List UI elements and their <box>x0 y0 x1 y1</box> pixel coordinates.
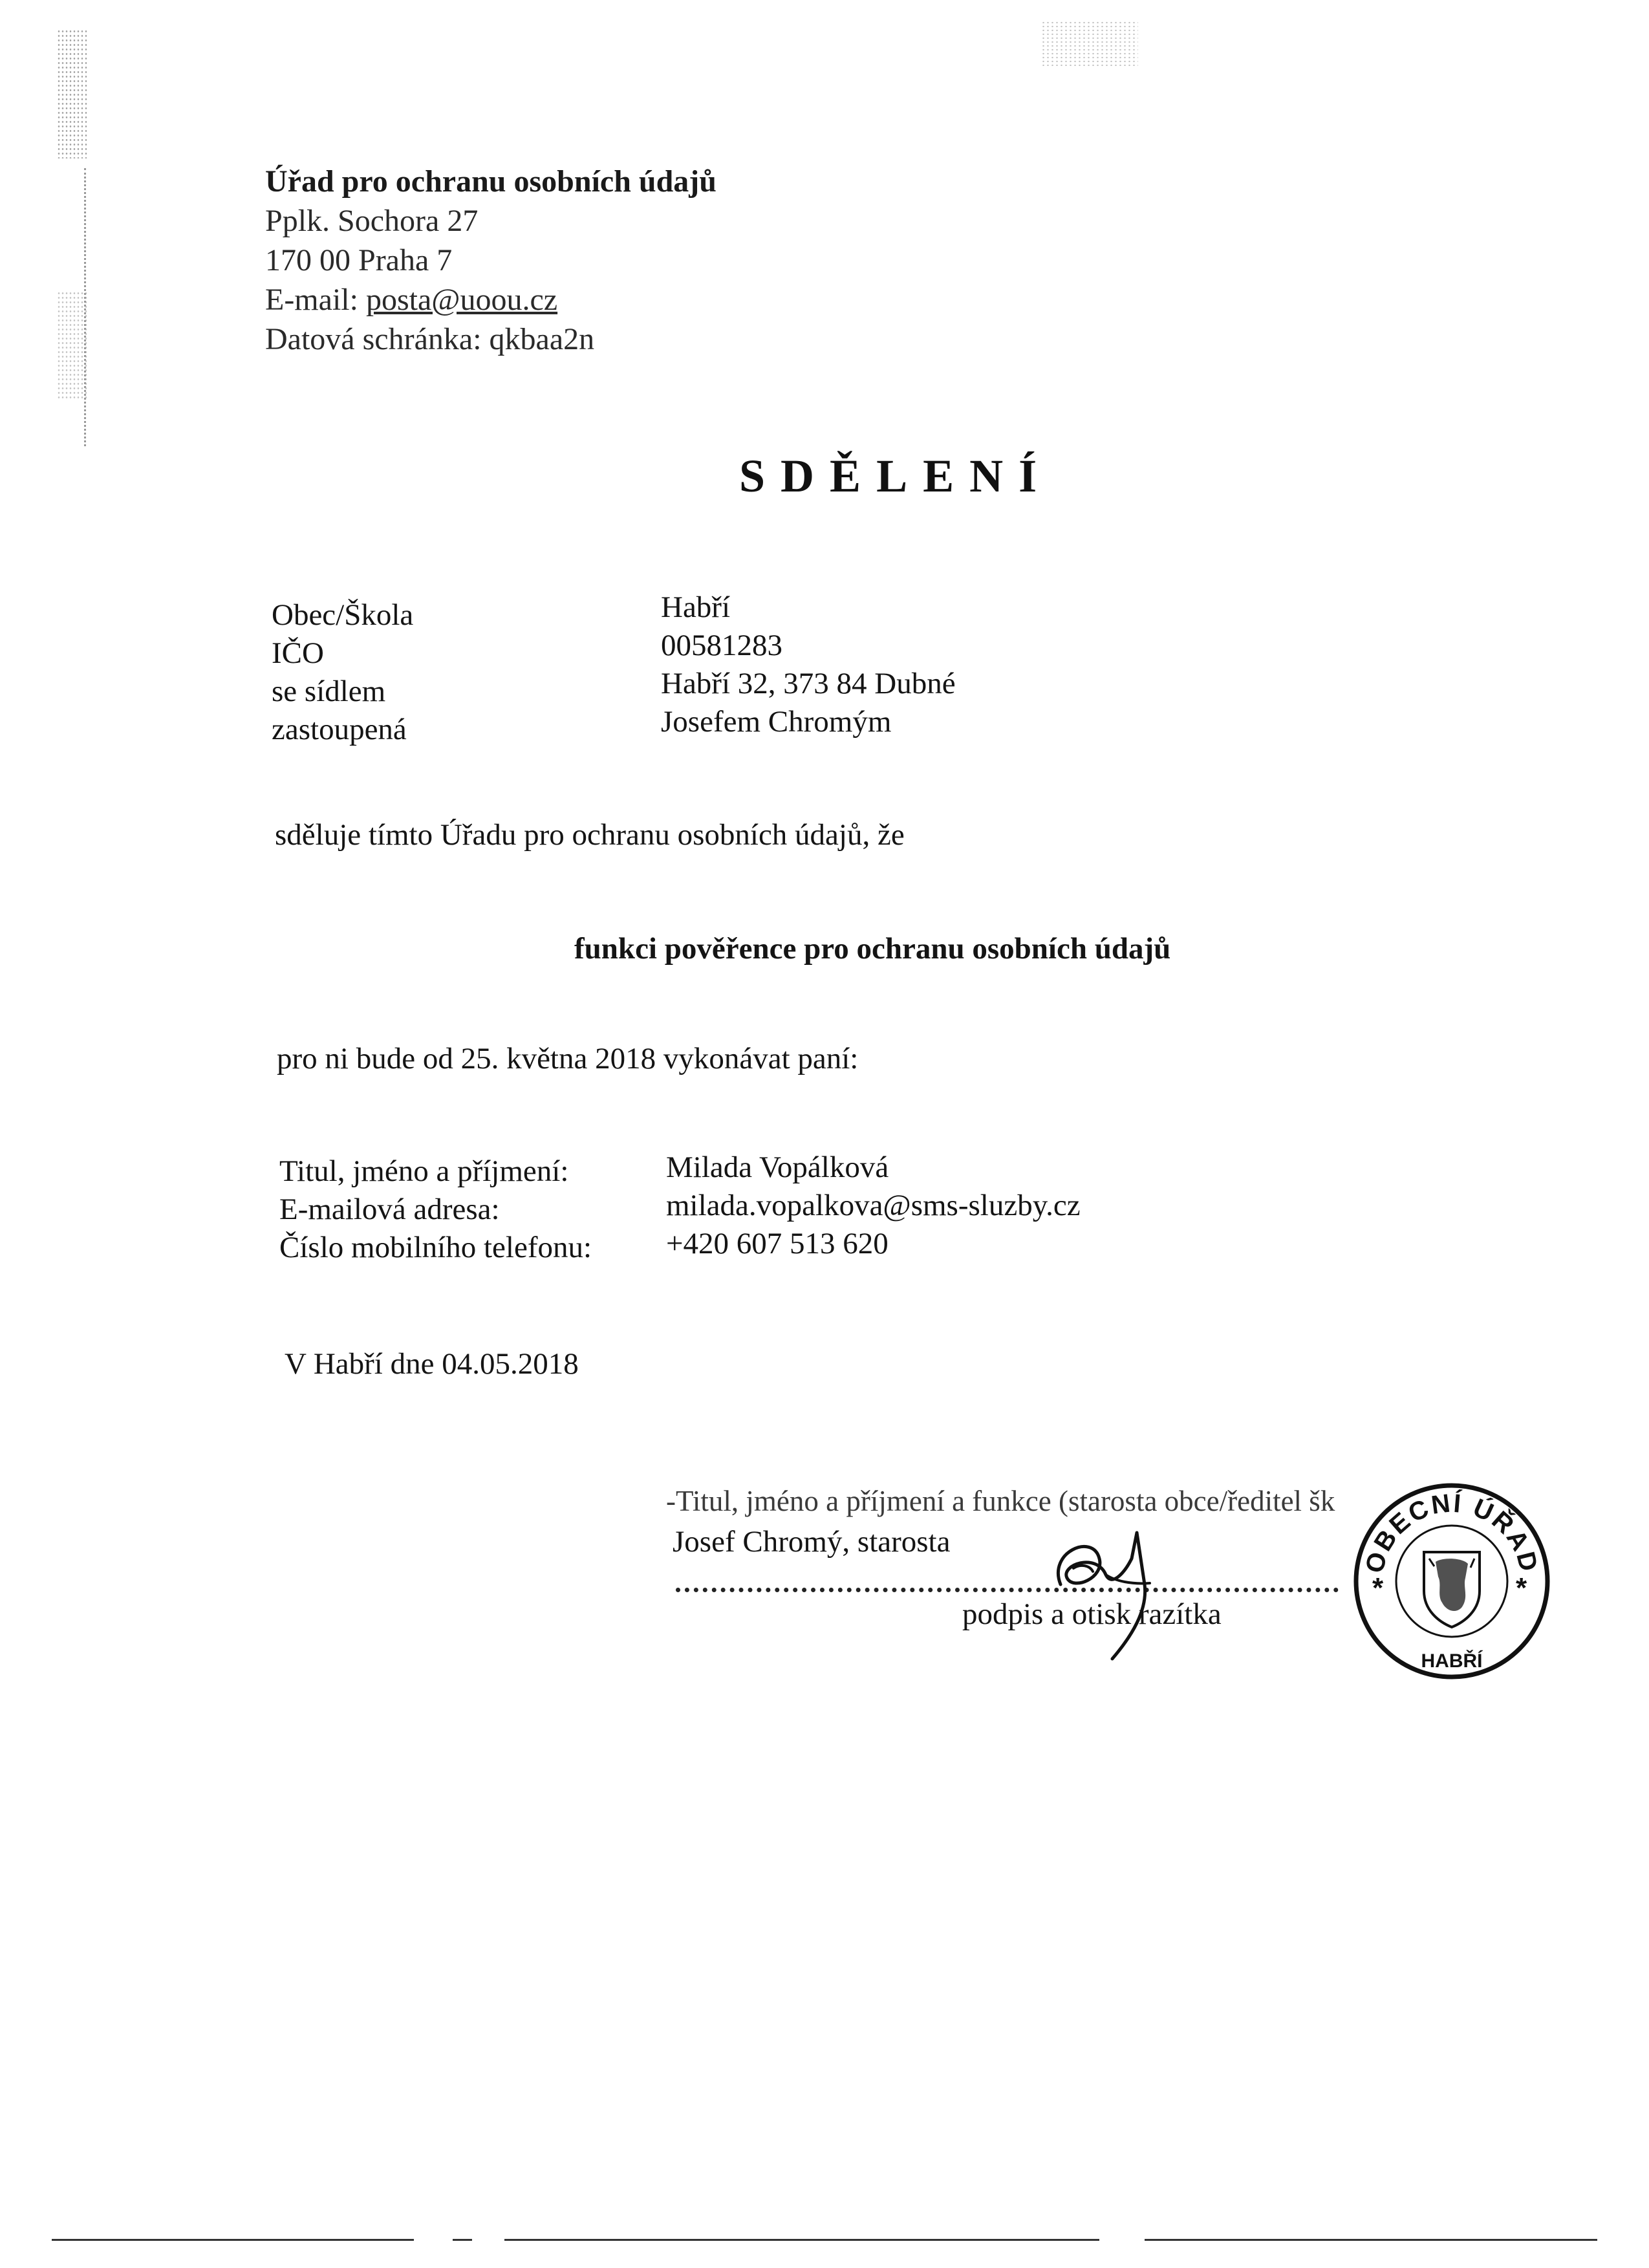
stamp-star-icon: * <box>1372 1572 1384 1604</box>
scan-edge-line <box>504 2239 1099 2241</box>
scan-edge-line <box>1145 2239 1597 2241</box>
place-date: V Habří dne 04.05.2018 <box>285 1347 579 1381</box>
dpo-name: Milada Vopálková <box>666 1150 889 1184</box>
recipient-street: Pplk. Sochora 27 <box>265 204 479 238</box>
scan-noise <box>57 291 88 401</box>
signature-role-label: -Titul, jméno a příjmení a funkce (starosta obce/ředitel šk <box>666 1485 1335 1517</box>
scan-edge-line <box>453 2239 472 2241</box>
dpo-values <box>666 1149 1081 1263</box>
entity-label: Obec/Škola <box>272 598 414 632</box>
stamp-top-text: OBECNÍ ÚŘAD <box>1360 1489 1544 1576</box>
entity-label: se sídlem <box>272 675 386 708</box>
entity-values <box>661 589 956 741</box>
recipient-email-label: E-mail: <box>265 283 358 317</box>
recipient-address <box>265 162 717 359</box>
statement-line: sděluje tímto Úřadu pro ochranu osobních údajů, že <box>275 818 905 852</box>
scan-noise <box>57 29 88 158</box>
scan-noise <box>1041 21 1138 66</box>
recipient-databox: Datová schránka: qkbaa2n <box>265 322 595 356</box>
entity-value: Habří <box>661 590 731 624</box>
official-stamp <box>1352 1481 1552 1681</box>
recipient-email-link[interactable]: posta@uoou.cz <box>365 283 558 317</box>
entity-label: IČO <box>272 636 324 670</box>
recipient-name: Úřad pro ochranu osobních údajů <box>265 164 717 199</box>
dpo-labels <box>279 1152 592 1267</box>
signer-name: Josef Chromý, starosta <box>673 1525 951 1559</box>
scan-edge-marks <box>84 168 89 446</box>
dpo-label: Číslo mobilního telefonu: <box>279 1231 592 1264</box>
document-title: SDĚLENÍ <box>739 450 1053 502</box>
handwritten-signature <box>1035 1513 1183 1662</box>
entity-value: Habří 32, 373 84 Dubné <box>661 667 956 700</box>
performer-line: pro ni bude od 25. května 2018 vykonávat paní: <box>277 1042 859 1075</box>
dpo-phone: +420 607 513 620 <box>666 1227 889 1260</box>
signature-caption: podpis a otisk razítka <box>962 1597 1222 1631</box>
dpo-email[interactable]: milada.vopalkova@sms-sluzby.cz <box>666 1189 1081 1222</box>
function-line: funkci pověřence pro ochranu osobních údajů <box>574 932 1171 966</box>
recipient-email-row <box>265 280 717 319</box>
entity-labels <box>272 596 413 749</box>
coat-of-arms-icon <box>1424 1552 1480 1627</box>
dpo-label: E-mailová adresa: <box>279 1193 500 1226</box>
entity-value: 00581283 <box>661 629 782 662</box>
scan-edge-line <box>52 2239 414 2241</box>
stamp-star-icon: * <box>1516 1572 1527 1604</box>
dpo-label: Titul, jméno a příjmení: <box>279 1154 569 1188</box>
signature-dotted-line <box>676 1588 1339 1592</box>
entity-label: zastoupená <box>272 713 407 746</box>
recipient-city: 170 00 Praha 7 <box>265 243 453 277</box>
stamp-bottom-text: HABŘÍ <box>1421 1650 1483 1672</box>
entity-value: Josefem Chromým <box>661 705 892 739</box>
